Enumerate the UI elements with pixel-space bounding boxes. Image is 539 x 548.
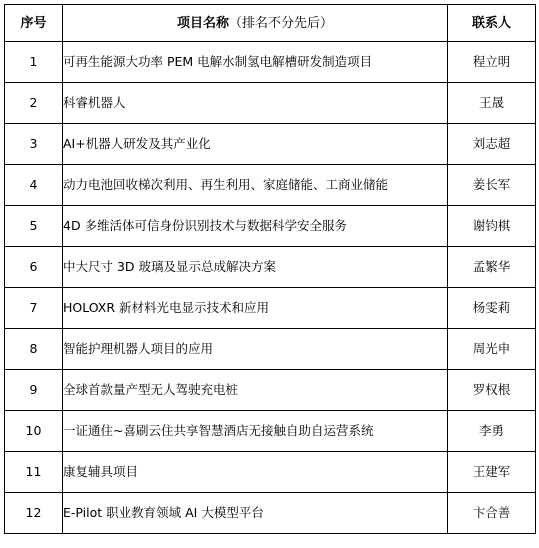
row-number: 12: [5, 493, 63, 534]
project-name: 4D 多维活体可信身份识别技术与数据科学安全服务: [63, 206, 448, 247]
contact-person: 王晟: [448, 83, 536, 124]
table-row: [5, 165, 536, 206]
table-body: [5, 42, 536, 534]
project-name: 科睿机器人: [63, 83, 448, 124]
row-number: 9: [5, 370, 63, 411]
table-row: [5, 42, 536, 83]
contact-person: 周光申: [448, 329, 536, 370]
header-no: 序号: [5, 5, 63, 42]
table-row: [5, 206, 536, 247]
table-row: [5, 247, 536, 288]
table-row: [5, 452, 536, 493]
project-name: 康复辅具项目: [63, 452, 448, 493]
project-name: AI+机器人研发及其产业化: [63, 124, 448, 165]
table-row: [5, 329, 536, 370]
table-row: [5, 370, 536, 411]
row-number: 6: [5, 247, 63, 288]
project-name: 中大尺寸 3D 玻璃及显示总成解决方案: [63, 247, 448, 288]
project-name: 动力电池回收梯次利用、再生利用、家庭储能、工商业储能: [63, 165, 448, 206]
row-number: 11: [5, 452, 63, 493]
table-row: [5, 83, 536, 124]
project-name: 一证通住~喜刷云住共享智慧酒店无接触自助自运营系统: [63, 411, 448, 452]
table-row: [5, 411, 536, 452]
contact-person: 卞合善: [448, 493, 536, 534]
project-name: 智能护理机器人项目的应用: [63, 329, 448, 370]
header-name: [63, 5, 448, 42]
row-number: 10: [5, 411, 63, 452]
project-table: [4, 4, 536, 534]
project-name: 可再生能源大功率 PEM 电解水制氢电解槽研发制造项目: [63, 42, 448, 83]
row-number: 2: [5, 83, 63, 124]
contact-person: 杨雯莉: [448, 288, 536, 329]
table-header: [5, 5, 536, 42]
row-number: 3: [5, 124, 63, 165]
table-row: [5, 288, 536, 329]
header-row: [5, 5, 536, 42]
contact-person: 姜长军: [448, 165, 536, 206]
project-name: 全球首款量产型无人驾驶充电桩: [63, 370, 448, 411]
row-number: 4: [5, 165, 63, 206]
contact-person: 谢钧棋: [448, 206, 536, 247]
row-number: 1: [5, 42, 63, 83]
row-number: 8: [5, 329, 63, 370]
header-contact: 联系人: [448, 5, 536, 42]
header-name-label: 项目名称: [176, 15, 229, 31]
contact-person: 孟繁华: [448, 247, 536, 288]
row-number: 7: [5, 288, 63, 329]
contact-person: 刘志超: [448, 124, 536, 165]
project-name: HOLOXR 新材料光电显示技术和应用: [63, 288, 448, 329]
row-number: 5: [5, 206, 63, 247]
project-name: E-Pilot 职业教育领域 AI 大模型平台: [63, 493, 448, 534]
contact-person: 程立明: [448, 42, 536, 83]
contact-person: 罗权根: [448, 370, 536, 411]
contact-person: 王建军: [448, 452, 536, 493]
table-row: [5, 493, 536, 534]
contact-person: 李勇: [448, 411, 536, 452]
header-name-note: （排名不分先后）: [229, 15, 334, 31]
table-row: [5, 124, 536, 165]
